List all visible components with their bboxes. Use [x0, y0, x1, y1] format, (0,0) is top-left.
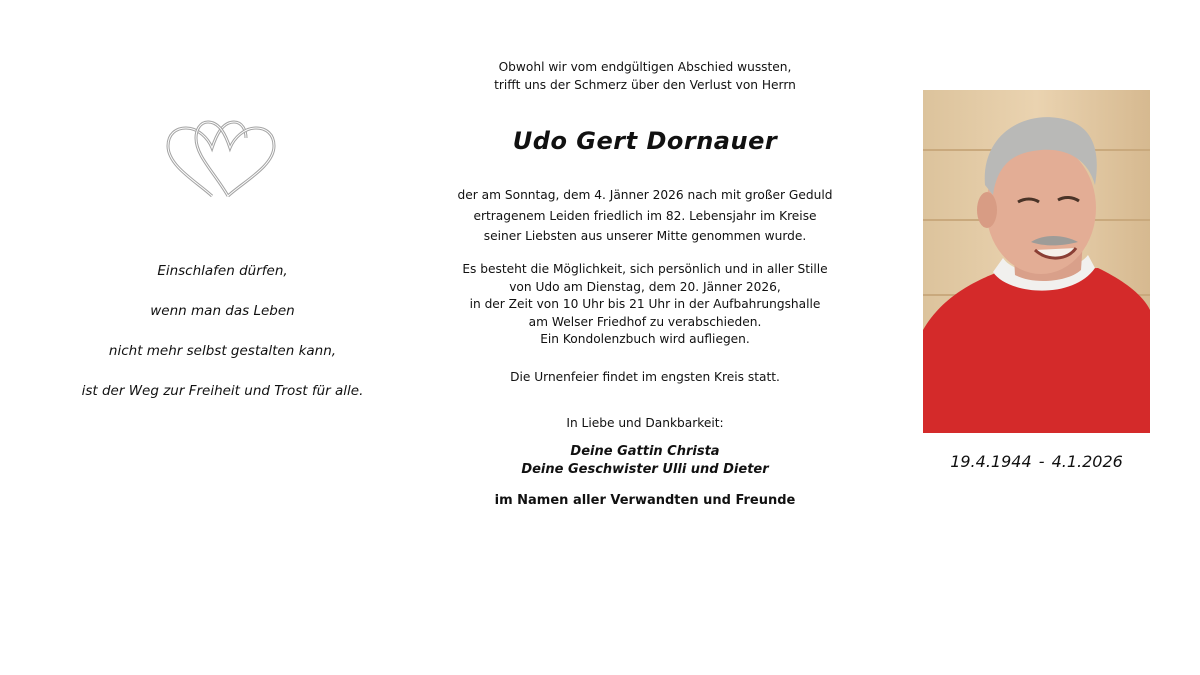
gratitude-line: In Liebe und Dankbarkeit:	[566, 416, 724, 430]
paragraph1-line-3: seiner Liebsten aus unserer Mitte genommen wurde.	[483, 229, 807, 243]
paragraph2-line-4: am Welser Friedhof zu verabschieden.	[528, 314, 762, 329]
intro-line-2: trifft uns der Schmerz über den Verlust von Herrn	[494, 77, 796, 92]
paragraph2-line-2: von Udo am Dienstag, dem 20. Jänner 2026,	[509, 279, 781, 294]
portrait-photo	[923, 90, 1150, 433]
closing-line: im Namen aller Verwandten und Freunde	[494, 493, 796, 508]
intro-line-1: Obwohl wir vom endgültigen Abschied wussten,	[498, 60, 792, 74]
poem-line-3: nicht mehr selbst gestalten kann,	[108, 343, 337, 359]
intertwined-hearts-icon	[162, 116, 280, 200]
farewell-paragraph	[445, 261, 845, 349]
deceased-name: Udo Gert Dornauer	[512, 127, 778, 155]
death-notice-paragraph	[445, 185, 845, 247]
poem-line-2: wenn man das Leben	[150, 303, 295, 319]
poem-line-4: ist der Weg zur Freiheit und Trost für alle.	[81, 383, 364, 399]
poem-line-1: Einschlafen dürfen,	[157, 263, 288, 279]
intro-text	[445, 59, 845, 94]
paragraph2-line-3: in der Zeit von 10 Uhr bis 21 Uhr in der Aufbahrungshalle	[469, 297, 821, 311]
signature-line-2: Deine Geschwister Ulli und Dieter	[521, 462, 769, 477]
paragraph1-line-2: ertragenem Leiden friedlich im 82. Lebensjahr im Kreise	[473, 208, 817, 223]
signature-line-1: Deine Gattin Christa	[570, 444, 720, 459]
paragraph2-line-1: Es besteht die Möglichkeit, sich persönlich und in aller Stille	[462, 262, 828, 276]
paragraph2-line-5: Ein Kondolenzbuch wird aufliegen.	[540, 332, 750, 346]
life-dates: 19.4.1944 - 4.1.2026	[950, 452, 1123, 471]
paragraph1-line-1: der am Sonntag, dem 4. Jänner 2026 nach mit großer Geduld	[457, 188, 833, 202]
urn-notice: Die Urnenfeier findet im engsten Kreis statt.	[510, 370, 780, 384]
